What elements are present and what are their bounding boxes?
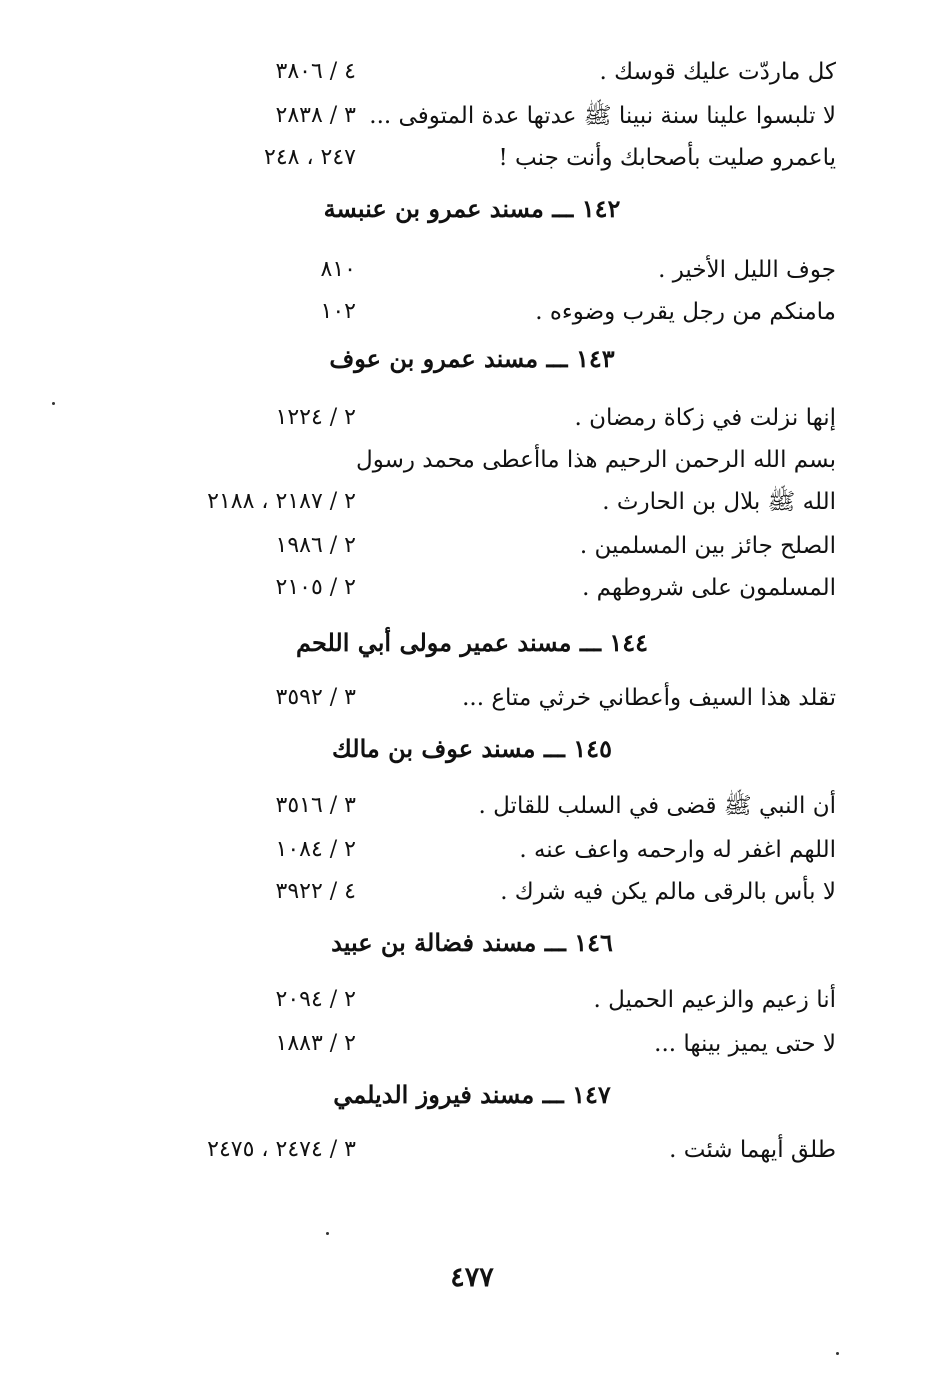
entry-ref: ٢ / ٢١٠٥ [275, 575, 356, 600]
entry-row [0, 526, 944, 566]
entry-row [0, 786, 944, 826]
entry-ref: ٢ / ٢٠٩٤ [275, 987, 356, 1012]
entry-row [0, 96, 944, 136]
entry-text: جوف الليل الأخير . [658, 257, 836, 283]
entry-row [0, 1130, 944, 1170]
entry-ref: ٣ / ٣٥١٦ [275, 793, 356, 818]
entry-ref: ٢ / ١٠٨٤ [275, 837, 356, 862]
page-number: ٤٧٧ [450, 1262, 494, 1293]
entry-row [0, 1024, 944, 1064]
entry-row [0, 138, 944, 178]
entry-ref: ٢ / ٢١٨٧ ، ٢١٨٨ [207, 489, 356, 514]
entry-ref: ٤ / ٣٨٠٦ [275, 59, 356, 84]
entry-ref: ١٠٢ [320, 299, 356, 324]
section-heading: ١٤٢ ـــ مسند عمرو بن عنبسة [323, 194, 621, 223]
section-heading: ١٤٤ ـــ مسند عمير مولى أبي اللحم [296, 628, 648, 657]
entry-row [0, 482, 944, 522]
entry-ref: ٢٤٧ ، ٢٤٨ [264, 145, 356, 170]
entry-text: لا تلبسوا علينا سنة نبينا ﷺ عدتها عدة المتوفى ... [369, 103, 836, 129]
entry-row [0, 980, 944, 1020]
section-heading: ١٤٥ ـــ مسند عوف بن مالك [332, 734, 612, 763]
entry-row [0, 440, 944, 480]
entry-row [0, 872, 944, 912]
entry-row [0, 678, 944, 718]
entry-row [0, 250, 944, 290]
entry-row [0, 568, 944, 608]
entry-ref: ٨١٠ [320, 257, 356, 282]
entry-text: الصلح جائز بين المسلمين . [579, 533, 836, 559]
entry-text: أن النبي ﷺ قضى في السلب للقاتل . [478, 793, 836, 819]
entry-ref: ٢ / ١٨٨٣ [275, 1031, 356, 1056]
entry-row [0, 292, 944, 332]
section-heading: ١٤٦ ـــ مسند فضالة بن عبيد [331, 928, 613, 957]
entry-text: ياعمرو صليت بأصحابك وأنت جنب ! [498, 145, 836, 171]
entry-ref: ٢ / ١٩٨٦ [275, 533, 356, 558]
entry-ref: ٤ / ٣٩٢٢ [275, 879, 356, 904]
entry-text: تقلد هذا السيف وأعطاني خرثي متاع ... [462, 685, 836, 711]
entry-text: اللهم اغفر له وارحمه واعف عنه . [519, 837, 836, 863]
entry-ref: ٣ / ٢٤٧٤ ، ٢٤٧٥ [207, 1137, 356, 1162]
entry-row [0, 830, 944, 870]
entry-text: الله ﷺ بلال بن الحارث . [602, 489, 836, 515]
entry-ref: ٣ / ٢٨٣٨ [275, 103, 356, 128]
entry-ref: ٢ / ١٢٢٤ [275, 405, 356, 430]
entry-text: طلق أيهما شئت . [669, 1137, 836, 1163]
entry-row [0, 398, 944, 438]
entry-text: كل ماردّت عليك قوسك . [599, 59, 836, 85]
scan-speck [326, 1232, 329, 1235]
section-heading: ١٤٧ ـــ مسند فيروز الديلمي [333, 1080, 611, 1109]
entry-text: لا حتى يميز بينها ... [654, 1031, 836, 1057]
entry-text: لا بأس بالرقى مالم يكن فيه شرك . [500, 879, 836, 905]
entry-ref: ٣ / ٣٥٩٢ [275, 685, 356, 710]
entry-text: إنها نزلت في زكاة رمضان . [574, 405, 836, 431]
section-heading: ١٤٣ ـــ مسند عمرو بن عوف [329, 344, 615, 373]
entry-row [0, 52, 944, 92]
scan-speck [52, 402, 55, 405]
scan-speck [836, 1352, 839, 1355]
entry-text: المسلمون على شروطهم . [582, 575, 836, 601]
entry-text: بسم الله الرحمن الرحيم هذا ماأعطى محمد رسول [356, 447, 836, 473]
entry-text: أنا زعيم والزعيم الحميل . [593, 987, 836, 1013]
entry-text: مامنكم من رجل يقرب وضوءه . [535, 299, 836, 325]
